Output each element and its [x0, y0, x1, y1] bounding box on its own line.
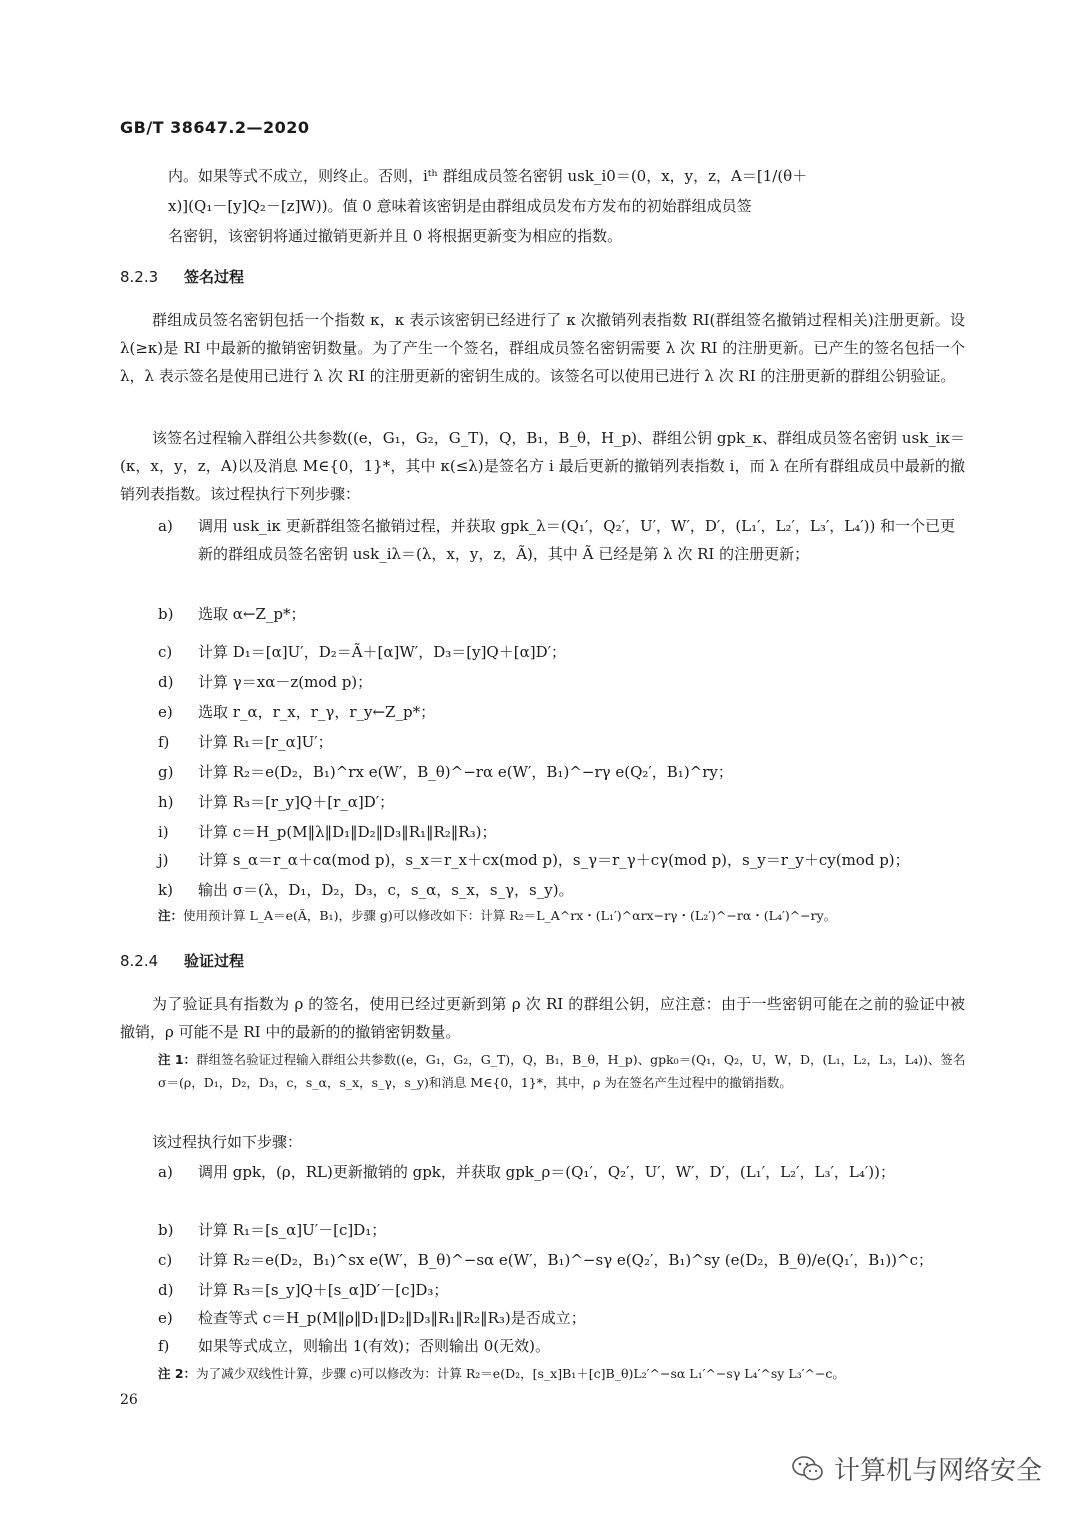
step-text: 选取 α←Z_p*； — [198, 605, 306, 623]
step-marker: d) — [158, 1281, 174, 1299]
section-heading-8-2-4 — [120, 950, 244, 971]
section-number: 8.2.4 — [120, 952, 159, 970]
step-item — [158, 846, 968, 874]
section-title: 验证过程 — [184, 952, 245, 970]
step-text: 计算 R₃＝[s_y]Q＋[s_α]D′－[c]D₃； — [198, 1281, 449, 1299]
step-item — [158, 638, 968, 666]
step-item — [158, 1216, 968, 1244]
paragraph: 为了验证具有指数为 ρ 的签名，使用已经过更新到第 ρ 次 RI 的群组公钥，应注意：由于一些密钥可能在之前的验证中被撤销，ρ 可能不是 RI 中的最新的的撤销密钥数量。 — [120, 995, 965, 1041]
note — [158, 904, 968, 927]
step-marker: i) — [158, 823, 169, 841]
step-marker: j) — [158, 851, 169, 869]
section-number: 8.2.3 — [120, 268, 159, 286]
step-text: 计算 c＝H_p(M‖λ‖D₁‖D₂‖D₃‖R₁‖R₂‖R₃)； — [198, 823, 497, 841]
note-label: 注： — [158, 908, 184, 923]
note-1 — [158, 1048, 968, 1094]
step-item — [158, 1332, 968, 1360]
step-marker: g) — [158, 763, 174, 781]
step-marker: b) — [158, 605, 174, 623]
step-text: 检查等式 c＝H_p(M‖ρ‖D₁‖D₂‖D₃‖R₁‖R₂‖R₃)是否成立； — [198, 1309, 586, 1327]
step-item — [158, 876, 968, 904]
step-item — [158, 668, 968, 696]
step-item — [158, 788, 968, 816]
section-heading-8-2-3 — [120, 266, 244, 287]
step-item — [158, 758, 968, 786]
intro-line-1: 内。如果等式不成立，则终止。否则，iᵗʰ 群组成员签名密钥 usk_i0＝(0，x，y，z，A＝[1/(θ＋ — [168, 167, 808, 185]
step-marker: c) — [158, 643, 173, 661]
step-text: 计算 D₁＝[α]U′，D₂＝Ã＋[α]W′，D₃＝[y]Q＋[α]D′； — [198, 643, 566, 661]
step-marker: f) — [158, 1337, 170, 1355]
paragraph: 群组成员签名密钥包括一个指数 κ，κ 表示该密钥已经进行了 κ 次撤销列表指数 RI(群组签名撤销过程相关)注册更新。设 λ(≥κ)是 RI 中最新的撤销密钥数量。为了产生一个签名，群组成员签名密钥需要 λ 次 RI 的注册更新。已产生的签名包括一个 λ，λ 表示签名是使用已进行 λ 次 RI 的注册更新的密钥生成的。该签名可以使用已进行 λ 次 RI 的注册更新的群组公钥验证。 — [120, 311, 965, 385]
step-marker: a) — [158, 1163, 173, 1181]
step-text: 调用 gpk，(ρ，RL)更新撤销的 gpk，并获取 gpk_ρ＝(Q₁′，Q₂′，U′，W′，D′，(L₁′，L₂′，L₃′，L₄′))； — [198, 1163, 895, 1181]
paragraph: 该过程执行如下步骤： — [152, 1133, 303, 1151]
step-text: 计算 R₂＝e(D₂，B₁)^sx e(W′，B_θ)^−sα e(W′，B₁)^−sγ e(Q₂′，B₁)^sy (e(D₂，B_θ)/e(Q₁′，B₁))^c； — [198, 1251, 934, 1269]
step-item — [158, 1158, 968, 1186]
step-text: 计算 s_α＝r_α＋cα(mod p)，s_x＝r_x＋cx(mod p)，s_γ＝r_γ＋cγ(mod p)，s_y＝r_y＋cy(mod p)； — [198, 851, 910, 869]
note-2 — [158, 1362, 968, 1385]
note-text: 为了减少双线性计算，步骤 c)可以修改为：计算 R₂＝e(D₂，[s_x]B₁＋[c]B_θ)L₂′^−sα L₁′^−sγ L₄′^sy L₃′^−c。 — [196, 1366, 845, 1381]
step-item — [158, 1246, 968, 1274]
step-text: 输出 σ＝(λ，D₁，D₂，D₃，c，s_α，s_x，s_γ，s_y)。 — [198, 881, 574, 899]
step-item — [158, 600, 968, 628]
step-marker: h) — [158, 793, 174, 811]
note-label: 注 1： — [158, 1052, 197, 1067]
step-item — [158, 728, 968, 756]
step-item — [158, 698, 968, 726]
intro-line-3: 名密钥，该密钥将通过撤销更新并且 0 将根据更新变为相应的指数。 — [168, 227, 623, 245]
paragraph: 该签名过程输入群组公共参数((e，G₁，G₂，G_T)，Q，B₁，B_θ，H_p)、群组公钥 gpk_κ、群组成员签名密钥 usk_iκ＝(κ，x，y，z，A)以及消息 M∈{0，1}*，其中 κ(≤λ)是签名方 i 最后更新的撤销列表指数 i，而 λ 在所有群组成员中最新的撤销列表指数。该过程执行下列步骤： — [120, 429, 965, 503]
page-number: 26 — [120, 1392, 138, 1408]
step-text: 选取 r_α，r_x，r_γ，r_y←Z_p*； — [198, 703, 436, 721]
step-marker: d) — [158, 673, 174, 691]
step-marker: f) — [158, 733, 170, 751]
step-marker: e) — [158, 703, 173, 721]
note-label: 注 2： — [158, 1366, 197, 1381]
step-item — [158, 512, 968, 568]
step-marker: k) — [158, 881, 173, 899]
step-text: 计算 γ＝xα－z(mod p)； — [198, 673, 373, 691]
step-text: 计算 R₁＝[s_α]U′－[c]D₁； — [198, 1221, 387, 1239]
standard-code: GB/T 38647.2—2020 — [120, 118, 310, 137]
note-text: 群组签名验证过程输入群组公共参数((e，G₁，G₂，G_T)，Q，B₁，B_θ，H_p)、gpk₀＝(Q₁，Q₂，U，W，D，(L₁，L₂，L₃，L₄))、签名 σ＝(ρ，D₁，D₂，D₃，c，s_α，s_x，s_γ，s_y)和消息 M∈{0，1}*，其中，ρ 为在签名产生过程中的撤销指数。 — [158, 1052, 966, 1090]
step-marker: e) — [158, 1309, 173, 1327]
intro-line-2: x)](Q₁－[y]Q₂－[z]W))。值 0 意味着该密钥是由群组成员发布方发布的初始群组成员签 — [168, 197, 752, 215]
step-text: 计算 R₂＝e(D₂，B₁)^rx e(W′，B_θ)^−rα e(W′，B₁)^−rγ e(Q₂′，B₁)^ry； — [198, 763, 733, 781]
section-title: 签名过程 — [184, 268, 245, 286]
step-text: 计算 R₃＝[r_y]Q＋[r_α]D′； — [198, 793, 395, 811]
watermark-text: 计算机与网络安全 — [833, 1456, 1042, 1486]
step-marker: c) — [158, 1251, 173, 1269]
note-text: 使用预计算 L_A＝e(Ã，B₁)，步骤 g)可以修改如下：计算 R₂＝L_A^rx・(L₁′)^αrx−rγ・(L₂′)^−rα・(L₄′)^−ry。 — [183, 908, 837, 923]
step-item — [158, 1304, 968, 1332]
step-text: 如果等式成立，则输出 1(有效)；否则输出 0(无效)。 — [198, 1337, 551, 1355]
step-marker: a) — [158, 517, 173, 535]
step-item — [158, 818, 968, 846]
step-text: 调用 usk_iκ 更新群组签名撤销过程，并获取 gpk_λ＝(Q₁′，Q₂′，U′，W′，D′，(L₁′，L₂′，L₃′，L₄′)) 和一个已更新的群组成员签名密钥 usk_iλ＝(λ，x，y，z，Ã)，其中 Ã 已经是第 λ 次 RI 的注册更新； — [198, 517, 956, 563]
step-text: 计算 R₁＝[r_α]U′； — [198, 733, 333, 751]
watermark — [792, 1450, 1042, 1487]
step-item — [158, 1276, 968, 1304]
wechat-icon — [792, 1455, 824, 1483]
step-marker: b) — [158, 1221, 174, 1239]
